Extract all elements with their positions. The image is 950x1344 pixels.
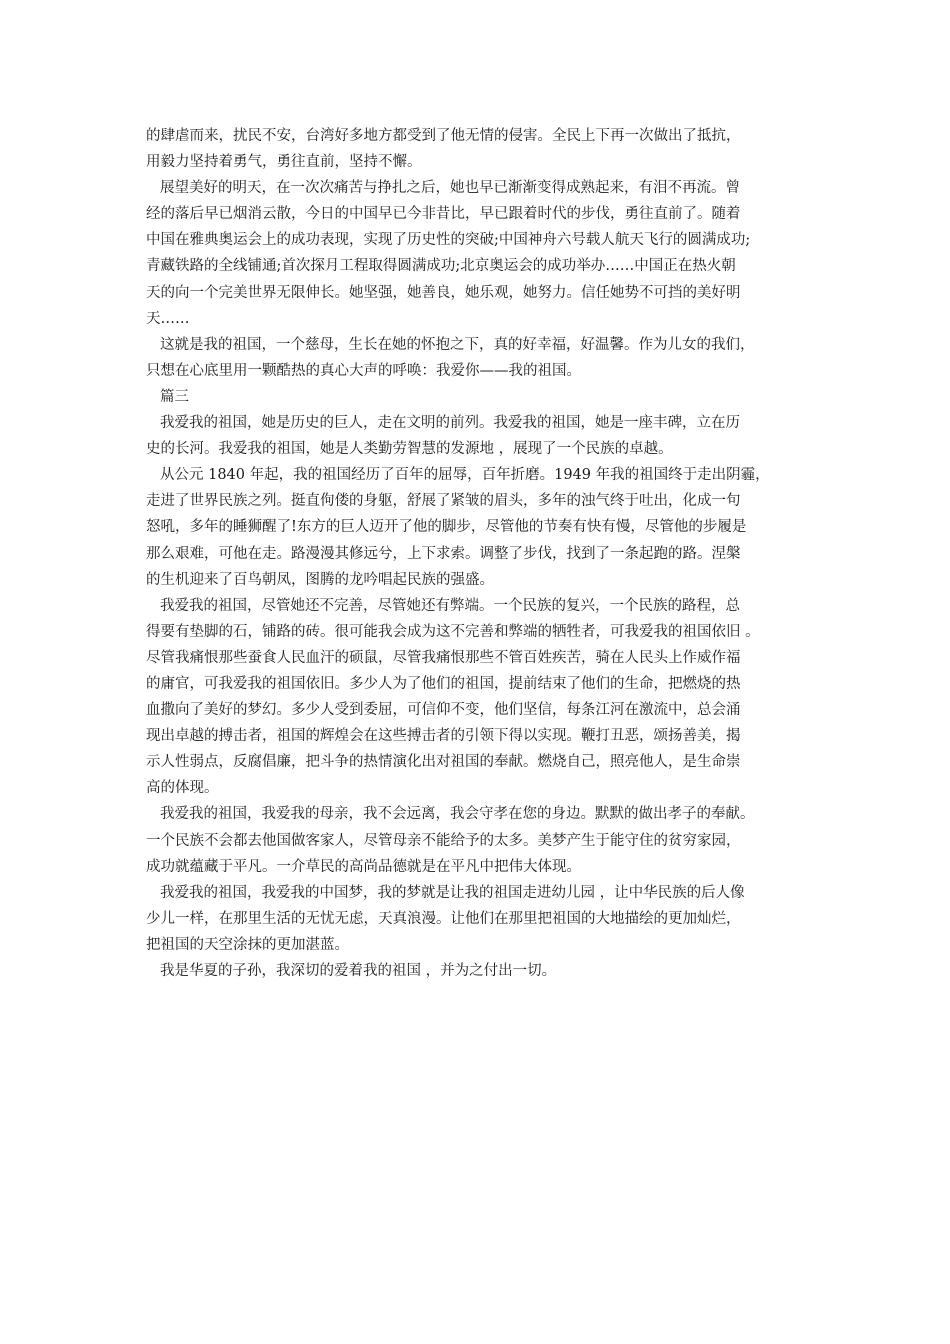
- text-line: 示人性弱点，反腐倡廉，把斗争的热情演化出对祖国的奉献。燃烧自己，照亮他人，是生命崇: [146, 754, 741, 771]
- text-line: 青藏铁路的全线铺通;首次探月工程取得圆满成功;北京奥运会的成功举办……中国正在热火朝: [146, 258, 736, 275]
- text-line: 那么艰难，可他在走。路漫漫其修远兮，上下求索。调整了步伐，找到了一条起跑的路。涅槃: [146, 545, 741, 562]
- text-line: 把祖国的天空涂抹的更加湛蓝。: [146, 936, 349, 953]
- text-line: 高的体现。: [146, 780, 219, 797]
- text-line: 血撒向了美好的梦幻。多少人受到委屈，可信仰不变，他们坚信，每条江河在激流中，总会涌: [146, 702, 741, 719]
- text-line: 尽管我痛恨那些蚕食人民血汗的硕鼠，尽管我痛恨那些不管百姓疾苦，骑在人民头上作威作福: [146, 649, 741, 666]
- text-line: 的肆虐而来，扰民不安，台湾好多地方都受到了他无情的侵害。全民上下再一次做出了抵抗，: [146, 128, 741, 144]
- text-line: 怒吼，多年的睡狮醒了!东方的巨人迈开了他的脚步，尽管他的节奏有快有慢，尽管他的步履是: [146, 519, 747, 536]
- text-line: 我是华夏的子孙，我深切的爱着我的祖国 ，并为之付出一切。: [160, 963, 557, 979]
- document-body: [146, 123, 816, 984]
- text-line: 的庸官，可我爱我的祖国依旧。多少人为了他们的祖国，提前结束了他们的生命，把燃烧的热: [146, 675, 741, 692]
- text-line: 我爱我的祖国，我爱我的母亲，我不会远离，我会守孝在您的身边。默默的做出孝子的奉献。: [160, 806, 755, 823]
- text-line: 史的长河。我爱我的祖国，她是人类勤劳智慧的发源地 ，展现了一个民族的卓越。: [146, 441, 673, 458]
- text-line: 的生机迎来了百鸟朝凤，图腾的龙吟唱起民族的强盛。: [146, 571, 494, 588]
- text-line: 得要有垫脚的石，铺路的砖。很可能我会成为这不完善和弊端的牺牲者，可我爱我的祖国依旧 。: [146, 623, 760, 640]
- text-line: 成功就蕴藏于平凡。一介草民的高尚品德就是在平凡中把伟大体现。: [146, 858, 581, 875]
- text-line: 从公元 1840 年起，我的祖国经历了百年的屈辱，百年折磨。1949 年我的祖国终于走出阴霾，: [160, 467, 770, 484]
- text-line: 走进了世界民族之列。挺直佝偻的身躯，舒展了紧皱的眉头，多年的浊气终于吐出，化成一句: [146, 493, 741, 510]
- text-line: 少儿一样，在那里生活的无忧无虑，天真浪漫。让他们在那里把祖国的大地描绘的更加灿烂，: [146, 910, 741, 927]
- text-line: 天的向一个完美世界无限伸长。她坚强，她善良，她乐观，她努力。信任她势不可挡的美好明: [146, 284, 741, 301]
- text-line: 中国在雅典奥运会上的成功表现，实现了历史性的突破;中国神舟六号载人航天飞行的圆满成功;: [146, 232, 751, 249]
- text-line: 一个民族不会都去他国做客家人，尽管母亲不能给予的太多。美梦产生于能守住的贫穷家园，: [146, 832, 741, 849]
- text-line: 用毅力坚持着勇气，勇往直前，坚持不懈。: [146, 154, 422, 171]
- text-line: 现出卓越的搏击者，祖国的辉煌会在这些搏击者的引领下得以实现。鞭打丑恶，颂扬善美，揭: [146, 728, 741, 745]
- text-line: 只想在心底里用一颗酷热的真心大声的呼唤：我爱你——我的祖国。: [146, 362, 581, 379]
- text-line: 经的落后早已烟消云散，今日的中国早已今非昔比，早已跟着时代的步伐，勇往直前了。随着: [146, 206, 741, 223]
- text-line: 我爱我的祖国，我爱我的中国梦，我的梦就是让我的祖国走进幼儿园 ，让中华民族的后人像: [160, 884, 745, 901]
- text-line: 天……: [146, 310, 190, 327]
- text-line: 展望美好的明天，在一次次痛苦与挣扎之后，她也早已渐渐变得成熟起来，有泪不再流。曾: [160, 180, 740, 197]
- text-line: 我爱我的祖国，尽管她还不完善，尽管她还有弊端。一个民族的复兴，一个民族的路程，总: [160, 597, 740, 614]
- text-line: 我爱我的祖国，她是历史的巨人，走在文明的前列。我爱我的祖国，她是一座丰碑，立在历: [160, 415, 740, 432]
- text-line: 这就是我的祖国，一个慈母，生长在她的怀抱之下，真的好幸福，好温馨。作为儿女的我们，: [160, 336, 755, 353]
- text-line: 篇三: [160, 388, 189, 405]
